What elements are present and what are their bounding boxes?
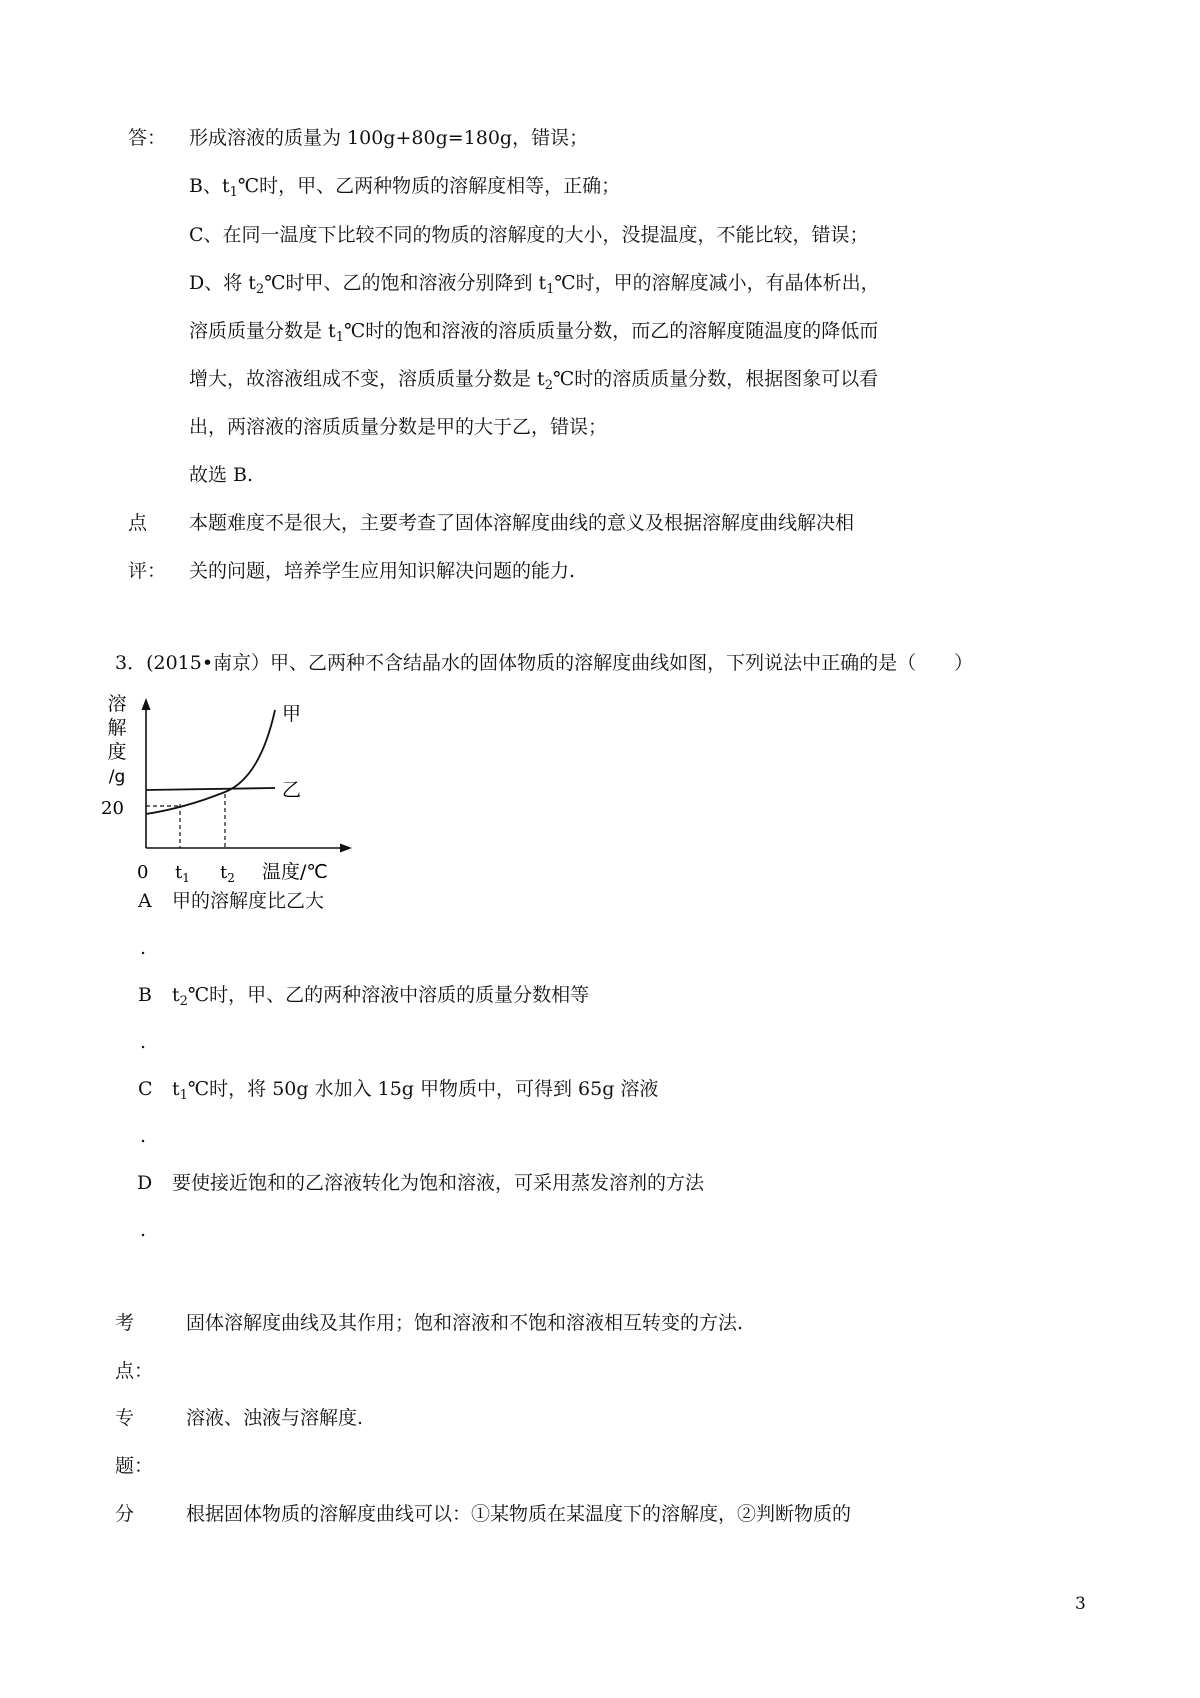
option-a-dot: . [140,937,147,959]
x-tick-t2: $t_2$ [220,862,235,885]
option-d-dot: . [140,1219,147,1241]
answer-line-e: 溶质质量分数是 $t_1℃$时的饱和溶液的溶质质量分数，而乙的溶解度随温度的降低而 [189,320,879,345]
y-axis-arrow [142,698,151,710]
comment-line-1: 本题难度不是很大，主要考查了固体溶解度曲线的意义及根据溶解度曲线解决相 [189,512,855,534]
kaodian-label-bottom: 点： [115,1360,154,1382]
ylabel-unit: /g [108,767,126,787]
y-tick-20: 20 [101,798,124,819]
option-c-text: $t_1℃$时，将 50g 水加入 15g 甲物质中，可得到 65g 溶液 [172,1078,659,1103]
ylabel-char-2: 解 [107,717,127,739]
x-axis-label: 温度/℃ [262,861,328,883]
answer-line-d: D、将 $t_2℃$时甲、乙的饱和溶液分别降到 $t_1℃$时，甲的溶解度减小，有晶体析出， [189,272,880,297]
zhuanti-label-top: 专 [115,1407,135,1429]
option-a-text: 甲的溶解度比乙大 [172,890,325,912]
ylabel-char-1: 溶 [107,693,127,715]
comment-line-2: 关的问题，培养学生应用知识解决问题的能力. [189,560,576,582]
kaodian-label-top: 考 [115,1312,135,1334]
answer-line-f: 增大，故溶液组成不变，溶质质量分数是 $t_2℃$时的溶质质量分数，根据图象可以看 [189,368,879,393]
zhuanti-label-bottom: 题： [115,1455,154,1477]
fenxi-text: 根据固体物质的溶解度曲线可以：①某物质在某温度下的溶解度，②判断物质的 [186,1503,852,1525]
option-b-letter: B [138,984,152,1006]
answer-line-c: C、在同一温度下比较不同的物质的溶解度的大小，没提温度，不能比较，错误； [189,224,869,246]
option-c-letter: C [138,1078,153,1100]
option-d-text: 要使接近饱和的乙溶液转化为饱和溶液，可采用蒸发溶剂的方法 [172,1172,705,1194]
ylabel-char-3: 度 [107,741,127,763]
answer-line-1: 形成溶液的质量为 100g+80g=180g，错误； [189,127,589,149]
curve-yi [146,788,275,790]
comment-label-bottom: 评： [128,560,167,582]
answer-line-b: B、$t_1℃$时，甲、乙两种物质的溶解度相等，正确； [189,175,621,200]
curve-jia [146,710,275,814]
curve-label-jia: 甲 [282,703,302,725]
answer-line-h: 故选 B. [189,464,254,486]
fenxi-label-top: 分 [115,1503,135,1525]
x-origin: 0 [137,862,149,883]
curve-label-yi: 乙 [282,779,302,801]
question-stem: 3．(2015•南京）甲、乙两种不含结晶水的固体物质的溶解度曲线如图，下列说法中正确的是（ ） [115,652,974,674]
x-axis-arrow [340,844,352,853]
answer-line-g: 出，两溶液的溶质质量分数是甲的大于乙，错误； [189,416,608,438]
page-number: 3 [1075,1594,1086,1614]
option-c-dot: . [140,1125,147,1147]
kaodian-text: 固体溶解度曲线及其作用；饱和溶液和不饱和溶液相互转变的方法. [186,1312,744,1334]
answer-label: 答： [128,127,167,149]
option-b-dot: . [140,1031,147,1053]
x-tick-t1: $t_1$ [175,862,190,885]
option-a-letter: A [138,890,152,912]
comment-label-top: 点 [128,512,148,534]
option-d-letter: D [137,1172,153,1194]
option-b-text: $t_2℃$时，甲、乙的两种溶液中溶质的质量分数相等 [172,984,590,1009]
zhuanti-text: 溶液、浊液与溶解度. [186,1407,364,1429]
